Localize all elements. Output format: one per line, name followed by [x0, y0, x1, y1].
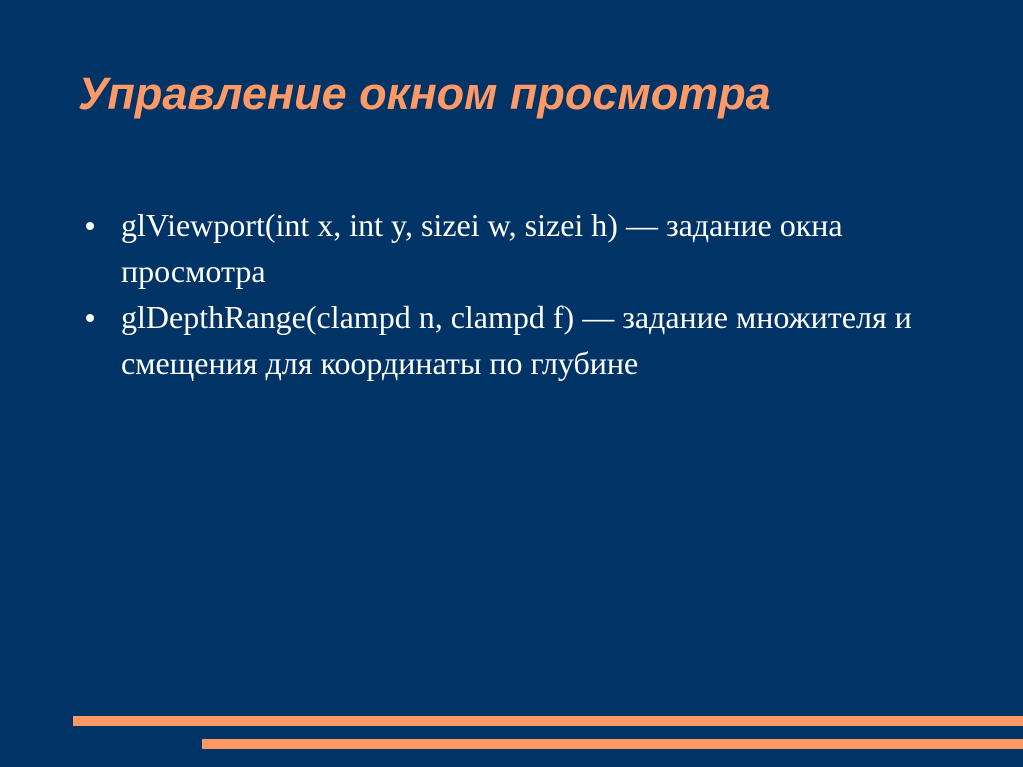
bullet-item — [82, 202, 982, 294]
bullet-dot-icon — [86, 314, 94, 322]
accent-stripe-bottom — [202, 739, 1023, 749]
bullet-item — [82, 294, 982, 386]
bullet-dot-icon — [86, 222, 94, 230]
bullet-text: glDepthRange(clampd n, clampd f) — задание множителя и смещения для координаты по глубине — [121, 299, 912, 381]
slide-title: Управление окном просмотра — [78, 68, 771, 119]
accent-stripe-top — [73, 716, 1023, 726]
bullet-list — [82, 202, 982, 386]
bullet-text: glViewport(int x, int y, sizei w, sizei h) — задание окна просмотра — [121, 207, 843, 289]
